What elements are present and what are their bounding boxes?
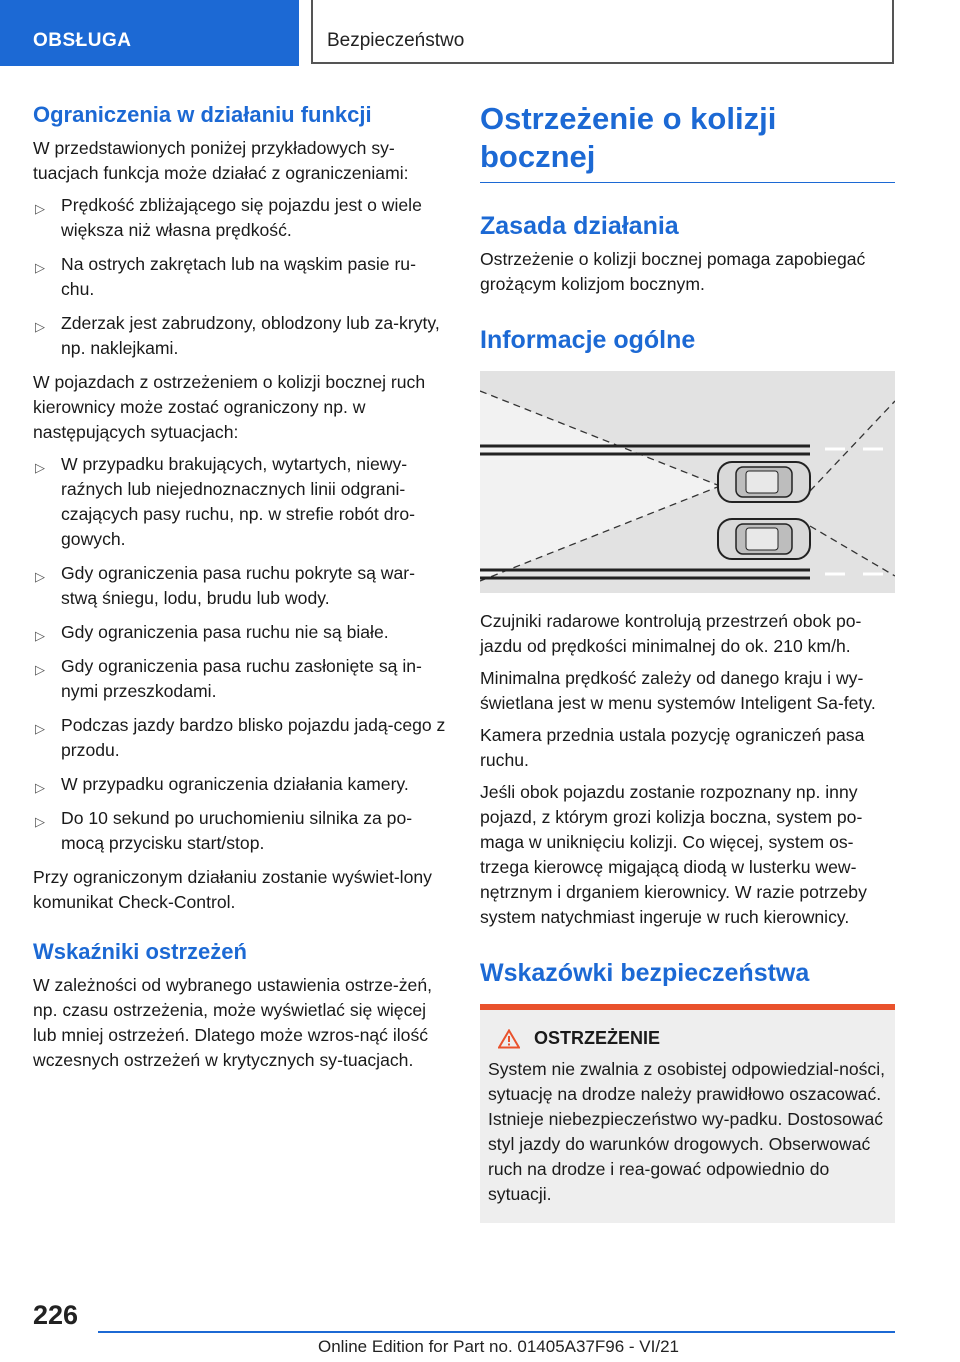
radar-paragraph: Czujniki radarowe kontrolują przestrzeń obok po-jazdu od prędkości minimalnej do ok. 210 km/h. bbox=[480, 611, 862, 656]
page-header bbox=[0, 0, 960, 66]
car-icon bbox=[718, 462, 810, 502]
car-icon bbox=[718, 519, 810, 559]
triangle-right-icon: ▷ bbox=[35, 319, 45, 334]
section-header-label: Bezpieczeństwo bbox=[327, 30, 465, 51]
side-collision-diagram bbox=[480, 371, 895, 593]
warning-text: System nie zwalnia z osobistej odpowiedzial-ności, sytuację na drodze należy prawidłowo oszacować. Istnieje niebezpieczeństwo wy-padku. Dostosować styl jazdy do warunków drogowych. Obserwować ruch na drodze i rea-gować odpowiednio do sytuacji. bbox=[488, 1059, 886, 1204]
warning-title: OSTRZEŻENIE bbox=[534, 1028, 661, 1048]
speed-paragraph: Minimalna prędkość zależy od danego kraju i wy-świetlana jest w menu systemów Inteligent Sa-fety. bbox=[480, 668, 876, 713]
general-heading: Informacje ogólne bbox=[480, 326, 696, 354]
indicators-heading: Wskaźniki ostrzeżeń bbox=[33, 939, 247, 964]
triangle-right-icon: ▷ bbox=[35, 780, 45, 795]
list-item: ▷ Zderzak jest zabrudzony, oblodzony lub za-kryty, np. naklejkami. bbox=[35, 313, 440, 358]
triangle-right-icon: ▷ bbox=[35, 260, 45, 275]
footer-edition: Online Edition for Part no. 01405A37F96 - VI/21 bbox=[318, 1337, 680, 1356]
list-item: ▷ Do 10 sekund po uruchomieniu silnika za po-mocą przycisku start/stop. bbox=[35, 808, 413, 853]
page-number: 226 bbox=[33, 1300, 79, 1330]
warning-triangle-icon bbox=[498, 1029, 520, 1049]
list-item: ▷ Na ostrych zakrętach lub na wąskim pasie ru-chu. bbox=[35, 254, 416, 299]
right-column bbox=[480, 100, 895, 1223]
limits-outro: Przy ograniczonym działaniu zostanie wyświet-lony komunikat Check-Control. bbox=[33, 867, 432, 912]
assist-paragraph: Jeśli obok pojazdu zostanie rozpoznany np. inny pojazd, z którym grozi kolizja boczna, system po-maga w uniknięciu kolizji. Co więcej, system os-trzega kierowcę migającą diodą w lusterku wew-nętrznym i drganiem kierownicy. W razie potrzeby system natychmiast ingeruje w ruch kierownicy. bbox=[480, 782, 867, 927]
footer-divider bbox=[98, 1331, 895, 1333]
warning-box bbox=[480, 1010, 895, 1223]
limits-intro: W przedstawionych poniżej przykładowych sy-tuacjach funkcja może działać z ograniczeniami: bbox=[33, 138, 409, 183]
principle-heading: Zasada działania bbox=[480, 212, 679, 240]
page-title: Ostrzeżenie o kolizji bocznej bbox=[480, 100, 895, 183]
list-item: ▷ Gdy ograniczenia pasa ruchu pokryte są war-stwą śniegu, lodu, brudu lub wody. bbox=[35, 563, 416, 608]
section-header bbox=[311, 0, 894, 64]
triangle-right-icon: ▷ bbox=[35, 662, 45, 677]
list-item: ▷ W przypadku ograniczenia działania kamery. bbox=[33, 772, 447, 797]
list-item: ▷ Gdy ograniczenia pasa ruchu nie są białe. bbox=[33, 620, 447, 645]
camera-paragraph: Kamera przednia ustala pozycję ograniczeń pasa ruchu. bbox=[480, 725, 865, 770]
chapter-tab-label: OBSŁUGA bbox=[33, 30, 132, 51]
triangle-right-icon: ▷ bbox=[35, 721, 45, 736]
limits-heading: Ograniczenia w działaniu funkcji bbox=[33, 102, 372, 127]
limits-list bbox=[33, 193, 447, 361]
triangle-right-icon: ▷ bbox=[35, 569, 45, 584]
principle-text: Ostrzeżenie o kolizji bocznej pomaga zapobiegać grożącym kolizjom bocznym. bbox=[480, 249, 866, 294]
safety-heading: Wskazówki bezpieczeństwa bbox=[480, 959, 810, 987]
list-item: ▷ Gdy ograniczenia pasa ruchu zasłonięte są in-nymi przeszkodami. bbox=[35, 656, 422, 701]
triangle-right-icon: ▷ bbox=[35, 201, 45, 216]
steering-list bbox=[33, 452, 447, 856]
triangle-right-icon: ▷ bbox=[35, 460, 45, 475]
left-column bbox=[33, 100, 447, 1080]
steering-intro: W pojazdach z ostrzeżeniem o kolizji bocznej ruch kierownicy może zostać ograniczony np. w następujących sytuacjach: bbox=[33, 372, 426, 442]
list-item: ▷ Prędkość zbliżającego się pojazdu jest o wiele większa niż własna prędkość. bbox=[35, 195, 422, 240]
indicators-text: W zależności od wybranego ustawienia ostrze-żeń, np. czasu ostrzeżenia, może wyświetlać się więcej lub mniej ostrzeżeń. Dlatego może wzros-nąć ilość wczesnych ostrzeżeń w krytycznych sy-tuacjach. bbox=[33, 975, 432, 1070]
triangle-right-icon: ▷ bbox=[35, 814, 45, 829]
list-item: ▷ W przypadku brakujących, wytartych, niewy-raźnych lub niejednoznacznych linii odgrani-czających pasy ruchu, np. w strefie robót dro-gowych. bbox=[35, 454, 415, 549]
list-item: ▷ Podczas jazdy bardzo blisko pojazdu jadą-cego z przodu. bbox=[35, 715, 446, 760]
warning-title-row bbox=[488, 1028, 887, 1049]
triangle-right-icon: ▷ bbox=[35, 628, 45, 643]
chapter-tab bbox=[0, 0, 299, 66]
